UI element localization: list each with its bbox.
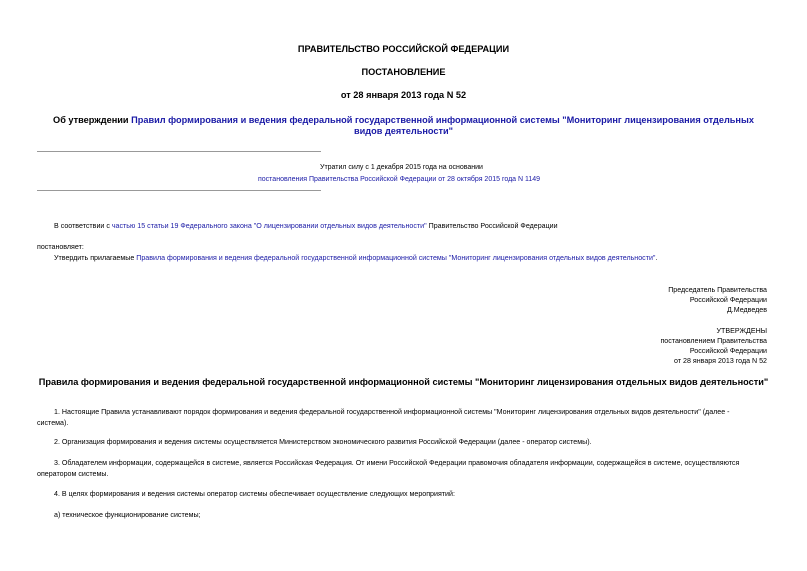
- divider-bottom: [37, 190, 321, 191]
- resolves-label: постановляет:: [37, 243, 84, 251]
- approve-rules-link[interactable]: Правила формирования и ведения федеральной государственной информационной системы "Мониторинг лицензирования отдельных видов деятельности": [136, 254, 656, 262]
- item-4a: а) техническое функционирование системы;: [54, 511, 201, 519]
- rules-title: Правила формирования и ведения федеральной государственной информационной системы "Мониторинг лицензирования отдельных видов деятельности": [38, 377, 769, 387]
- item-1-line-1: 1. Настоящие Правила устанавливают порядок формирования и ведения федеральной государственной информационной системы "Мониторинг лицензирования отдельных видов деятельности" (далее -: [54, 408, 730, 416]
- document-type: ПОСТАНОВЛЕНИЕ: [361, 67, 446, 77]
- divider-top: [37, 151, 321, 152]
- approved-country: Российской Федерации: [689, 347, 767, 355]
- document-date: от 28 января 2013 года N 52: [340, 90, 467, 100]
- preamble-suffix: Правительство Российской Федерации: [426, 222, 558, 230]
- approved-date: от 28 января 2013 года N 52: [674, 357, 767, 365]
- approve-prefix: Утвердить прилагаемые: [54, 254, 137, 262]
- signature-title: Председатель Правительства: [668, 286, 767, 294]
- item-3-line-1: 3. Обладателем информации, содержащейся в системе, является Российская Федерация. От имени Российской Федерации правомочия обладателя информации, содержащейся в системе, осуществляются: [54, 459, 740, 467]
- document-title: [40, 115, 767, 137]
- title-prefix: Об утверждении: [53, 115, 132, 125]
- item-1-line-2: система).: [37, 419, 69, 427]
- repeal-notice: Утратил силу с 1 декабря 2015 года на основании: [320, 164, 483, 171]
- item-2: 2. Организация формирования и ведения системы осуществляется Министерством экономического развития Российской Федерации (далее - оператор системы).: [54, 438, 592, 446]
- repeal-notice-link[interactable]: постановления Правительства Российской Федерации от 28 октября 2015 года N 1149: [258, 176, 541, 183]
- government-name: ПРАВИТЕЛЬСТВО РОССИЙСКОЙ ФЕДЕРАЦИИ: [297, 44, 510, 54]
- approved-block: [660, 326, 767, 366]
- signature-block: [668, 285, 767, 315]
- approve-suffix: .: [655, 254, 658, 262]
- approve-statement: [54, 253, 657, 263]
- preamble-law-link[interactable]: частью 15 статьи 19 Федерального закона "О лицензировании отдельных видов деятельности": [111, 222, 427, 230]
- approved-label: УТВЕРЖДЕНЫ: [716, 327, 767, 335]
- preamble-prefix: В соответствии с: [54, 222, 112, 230]
- preamble: [54, 221, 558, 231]
- signature-name: Д.Медведев: [726, 306, 767, 314]
- item-4: 4. В целях формирования и ведения системы оператор системы обеспечивает осуществление следующих мероприятий:: [54, 490, 455, 498]
- item-3-line-2: оператором системы.: [37, 470, 109, 478]
- title-link[interactable]: Правил формирования и ведения федеральной государственной информационной системы "Мониторинг лицензирования отдельных видов деятельности": [131, 115, 754, 136]
- signature-country: Российской Федерации: [689, 296, 767, 304]
- approved-by: постановлением Правительства: [660, 337, 767, 345]
